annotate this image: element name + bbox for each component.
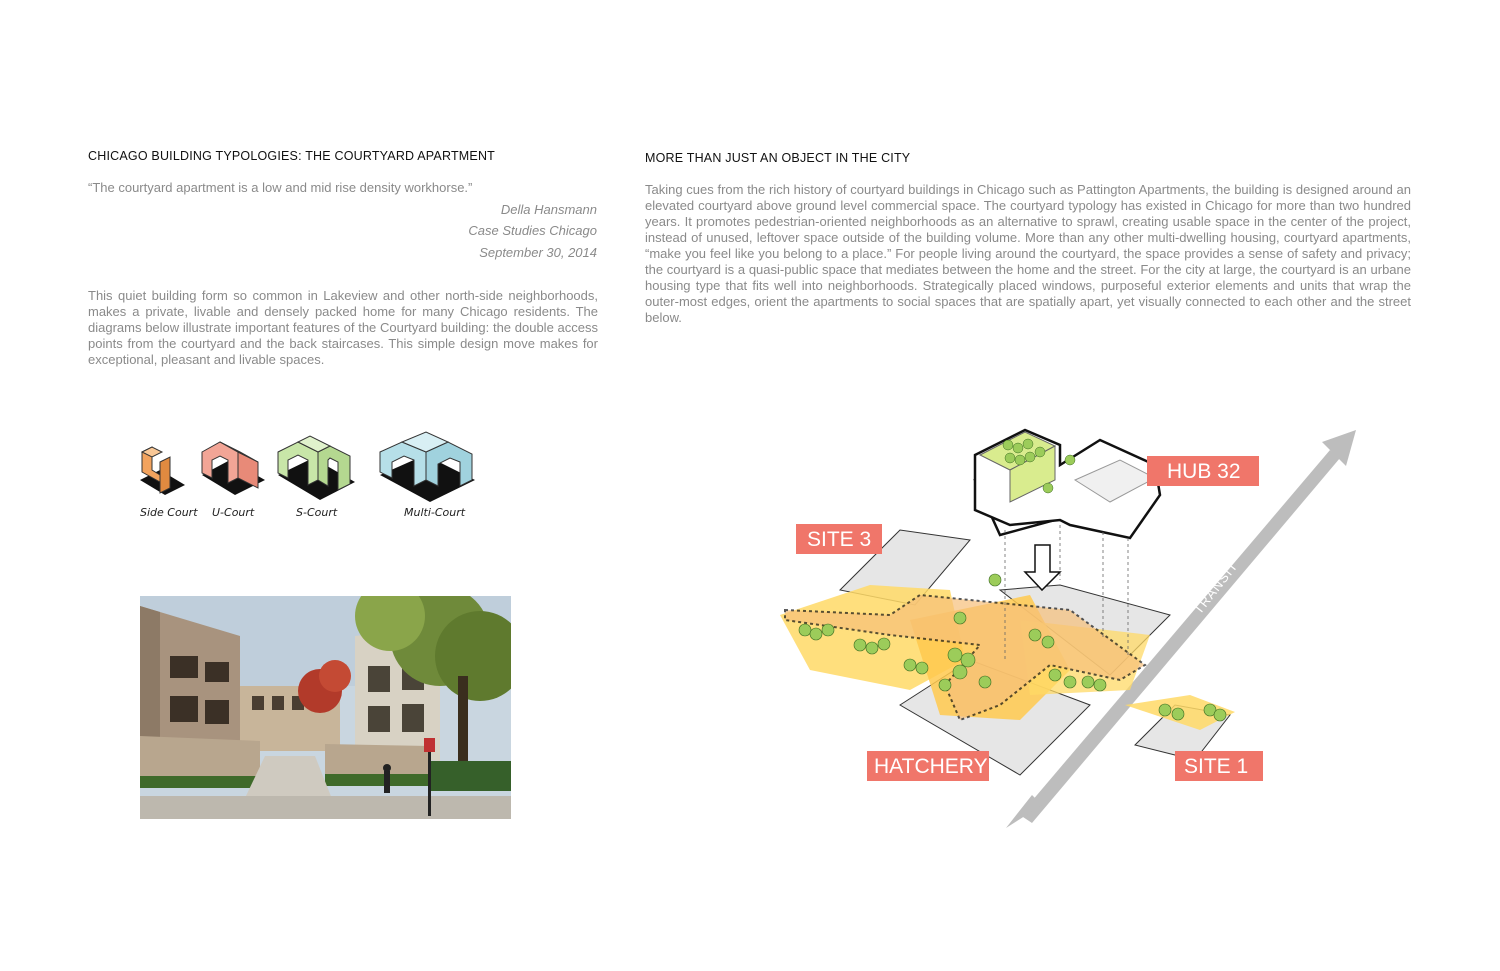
s-court-icon	[278, 436, 355, 500]
hub-32-label	[1147, 456, 1259, 486]
svg-text:HUB 32: HUB 32	[1167, 460, 1241, 483]
u-court-label: U-Court	[212, 506, 255, 519]
side-court-label: Side Court	[140, 506, 198, 519]
multi-court-label: Multi-Court	[404, 506, 466, 519]
hatchery-label	[867, 751, 989, 781]
u-court-icon	[202, 442, 265, 495]
quote-author: Della Hansmann	[500, 202, 597, 217]
site-1-label	[1175, 751, 1263, 781]
quote-date: September 30, 2014	[479, 245, 597, 260]
quote-source: Case Studies Chicago	[468, 223, 597, 238]
svg-text:SITE 3: SITE 3	[807, 528, 872, 551]
s-court-label: S-Court	[296, 506, 338, 519]
svg-text:HATCHERY: HATCHERY	[874, 755, 988, 778]
transit-label: TRANSIT	[1190, 558, 1241, 617]
quote-text: “The courtyard apartment is a low and mid rise density workhorse.”	[88, 180, 473, 195]
svg-text:SITE 1: SITE 1	[1184, 755, 1249, 778]
multi-court-icon	[380, 432, 475, 502]
right-body-text: Taking cues from the rich history of courtyard buildings in Chicago such as Pattington Apartments, the building is designed around an elevated courtyard above ground level commercial space. The courtyard typology has existed in Chicago for more than two hundred years. It promotes pedestrian-oriented neighborhoods as an alternative to sprawl, creating usable space in the center of the project, instead of unused, leftover space outside of the building volume. More than any other multi-dwelling housing, courtyard apartments, “make you feel like you belong to a place.” For people living around the courtyard, the space provides a sense of safety and privacy; the courtyard is a quasi-public space that mediates between the home and the street. For the city at large, the courtyard is an urbane housing type that fits well into neighborhoods. Strategically placed windows, purposeful exterior elements and units that wrap the outer-most edges, orient the apartments to social spaces that are spatially apart, yet visually connected to each other and the street below.	[645, 182, 1411, 325]
left-body-text: This quiet building form so common in Lakeview and other north-side neighborhoods, makes a private, livable and densely packed home for many Chicago residents. The diagrams below illustrate important features of the Courtyard building: the double access points from the courtyard and the back staircases. This simple design move makes for exceptional, pleasant and livable spaces.	[88, 288, 598, 367]
left-heading: CHICAGO BUILDING TYPOLOGIES: THE COURTYARD APARTMENT	[88, 149, 496, 163]
courtyard-apartment-photo	[140, 596, 511, 819]
right-heading: MORE THAN JUST AN OBJECT IN THE CITY	[645, 151, 911, 165]
site-3-label	[796, 524, 882, 554]
side-court-icon	[140, 447, 185, 495]
site-diagram	[770, 420, 1390, 840]
courtyard-typologies-diagram	[130, 420, 500, 530]
